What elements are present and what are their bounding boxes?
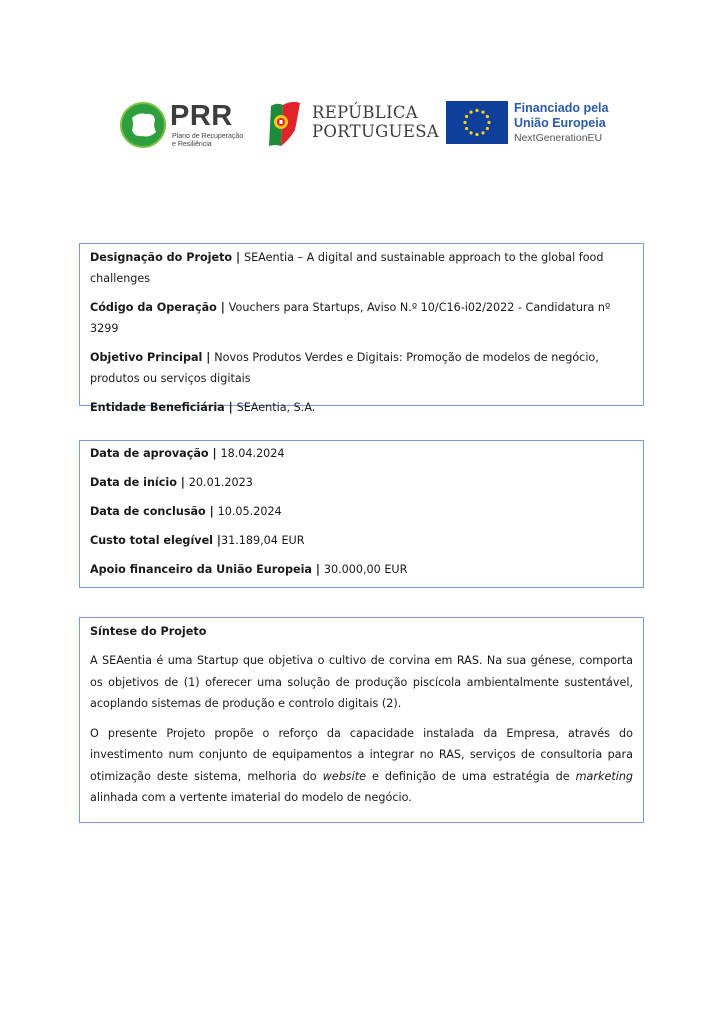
eu-star: [465, 115, 468, 118]
eu-star: [469, 131, 472, 134]
eu-flag-icon: [446, 101, 508, 144]
separator: |: [208, 447, 221, 460]
separator: |: [176, 476, 189, 489]
designacao-label: Designação do Projeto: [90, 251, 233, 264]
prr-logo: [120, 102, 260, 150]
republica-line1: REPÚBLICA: [312, 103, 419, 122]
entidade-value: SEAentia, S.A.: [236, 401, 316, 414]
separator: |: [216, 301, 229, 314]
eu-star: [475, 133, 478, 136]
entidade-row: [90, 397, 633, 418]
prr-emblem-icon: [120, 102, 166, 148]
custo-label: Custo total elegível: [90, 534, 213, 547]
separator: |: [205, 505, 218, 518]
republica-portuguesa-text: [312, 103, 439, 141]
objetivo-value: Novos Produtos Verdes e Digitais: Promoção de modelos de negócio, produtos ou serviços digitais: [90, 351, 599, 385]
inicio-label: Data de início: [90, 476, 177, 489]
codigo-label: Código da Operação: [90, 301, 217, 314]
dates-costs-box: [79, 440, 644, 588]
summary-title: Síntese do Projeto: [90, 625, 207, 638]
custo-row: [90, 530, 633, 551]
custo-separator: |: [213, 534, 221, 547]
apoio-value: 30.000,00 EUR: [323, 563, 408, 576]
apoio-label: Apoio financeiro da União Europeia: [90, 563, 312, 576]
republica-line2: PORTUGUESA: [312, 122, 440, 141]
para2-italic-marketing: marketing: [575, 769, 634, 783]
portugal-flag-icon: [267, 100, 301, 148]
eu-star: [463, 121, 466, 124]
summary-paragraph-1: A SEAentia é uma Startup que objetiva o cultivo de corvina em RAS. Na sua génese, comporta os objetivos de (1) oferecer uma solução de produção piscícola ambientalmente sustentável, acoplando sistemas de produção e controlo digitais (2).: [90, 654, 633, 710]
eu-star: [465, 127, 468, 130]
aprovacao-value: 18.04.2024: [220, 447, 285, 460]
inicio-row: [90, 472, 633, 493]
separator: |: [232, 251, 244, 264]
summary-paragraph-2: [90, 723, 633, 809]
eu-line2: União Europeia: [514, 116, 606, 130]
objetivo-row: [90, 347, 633, 389]
codigo-row: [90, 297, 633, 339]
apoio-row: [90, 559, 633, 580]
eu-line1: Financiado pela: [514, 101, 609, 115]
separator: |: [202, 351, 215, 364]
eu-star: [486, 115, 489, 118]
prr-subtitle: [172, 133, 243, 149]
entidade-label: Entidade Beneficiária: [90, 401, 225, 414]
prr-subtitle-line1: Plano de Recuperação: [172, 133, 244, 140]
eu-star: [487, 121, 490, 124]
aprovacao-row: [90, 443, 633, 464]
eu-star: [486, 127, 489, 130]
custo-value: 31.189,04 EUR: [220, 534, 305, 547]
aprovacao-label: Data de aprovação: [90, 447, 209, 460]
project-summary-box: [79, 617, 644, 823]
eu-star: [481, 111, 484, 114]
eu-star: [481, 131, 484, 134]
para2-text-2: e definição de uma estratégia de: [366, 769, 576, 783]
conclusao-value: 10.05.2024: [217, 505, 282, 518]
eu-funding-logo: [446, 100, 616, 146]
prr-subtitle-line2: e Resiliência: [172, 141, 212, 148]
para2-italic-website: website: [322, 769, 366, 783]
para2-text-3: alinhada com a vertente imaterial do modelo de negócio.: [90, 791, 412, 804]
project-info-box: [79, 243, 644, 414]
inicio-value: 20.01.2023: [188, 476, 253, 489]
prr-title: PRR: [170, 100, 233, 132]
para2-text-1: O presente Projeto propõe o reforço da capacidade instalada da Empresa, através do investimento num conjunto de equipamentos a integrar no RAS, serviços de consultoria para otimização deste sistema, melhoria do: [90, 726, 633, 783]
conclusao-label: Data de conclusão: [90, 505, 206, 518]
separator: |: [224, 401, 237, 414]
codigo-value: Vouchers para Startups, Aviso N.º 10/C16-i02/2022 - Candidatura nº 3299: [90, 301, 611, 335]
designacao-row: [90, 247, 633, 289]
separator: |: [311, 563, 324, 576]
designacao-value: SEAentia – A digital and sustainable approach to the global food challenges: [90, 251, 604, 285]
eu-star: [475, 109, 478, 112]
republica-portuguesa-logo: [267, 100, 440, 150]
header-logos: [0, 98, 728, 154]
conclusao-row: [90, 501, 633, 522]
objetivo-label: Objetivo Principal: [90, 351, 203, 364]
eu-line3: NextGenerationEU: [514, 132, 603, 144]
eu-star: [469, 111, 472, 114]
